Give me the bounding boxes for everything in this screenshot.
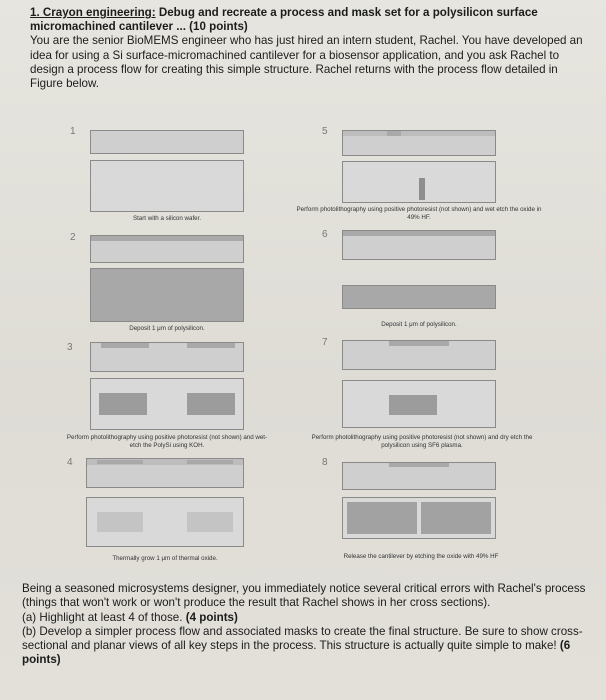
step-3-poly-left [101, 343, 149, 348]
step-3-poly-right [187, 343, 235, 348]
step-5-top-view [342, 161, 496, 203]
problem-points: (10 points) [189, 20, 248, 34]
step-5-section-view [342, 130, 496, 156]
step-5-anchor-opening [419, 178, 425, 200]
step-2-polysilicon-layer [91, 236, 243, 241]
problem-title [30, 6, 590, 34]
step-4-pad-right [187, 512, 233, 532]
step-2-caption: Deposit 1 μm of polysilicon. [129, 325, 205, 332]
step-4-caption: Thermally grow 1 μm of thermal oxide. [112, 555, 218, 562]
step-8-caption: Release the cantilever by etching the oxide with 49% HF [343, 553, 499, 560]
problem-intro [30, 6, 590, 91]
question-a-text: (a) Highlight at least 4 of those. [22, 610, 186, 624]
step-2-number: 2 [70, 232, 76, 243]
step-3-top-view [90, 378, 244, 430]
step-8-top-view [342, 497, 496, 539]
problem-title-rest: Debug and recreate a process and mask set for a polysilicon surface micromachined cantilever ... [30, 6, 538, 34]
step-3-pad-right [187, 393, 235, 415]
step-1-number: 1 [70, 126, 76, 137]
step-1-caption: Start with a silicon wafer. [132, 215, 202, 222]
step-8-section-view [342, 462, 496, 490]
step-4-poly-left [97, 460, 143, 464]
step-6-caption: Deposit 1 μm of polysilicon. [381, 321, 457, 328]
step-2-top-view [90, 268, 244, 322]
step-4-top-view [86, 497, 244, 547]
step-6-section-view [342, 230, 496, 260]
step-4-number: 4 [67, 457, 73, 468]
step-2-section-view [90, 235, 244, 263]
question-a [22, 611, 588, 625]
step-6-polysilicon-layer [343, 231, 495, 236]
question-a-points: (4 points) [185, 610, 238, 624]
question-b-text: (b) Develop a simpler process flow and associated masks to create the final structure. Be sure to show cross-sectional and planar views of all key steps in the process. This structure is actually quite simple to make! [22, 624, 583, 653]
step-6-number: 6 [322, 229, 328, 240]
question-b-points: (6 points) [22, 639, 571, 667]
step-7-caption: Perform photolithography using positive photoresist (not shown) and dry etch the polysilicon using SF6 plasma. [311, 434, 533, 449]
step-4-section-view [86, 458, 244, 488]
step-8-released-beam [389, 463, 449, 467]
step-1-top-view [90, 160, 244, 212]
step-4-pad-left [97, 512, 143, 532]
step-6-top-view [342, 285, 496, 309]
step-1-section-view [90, 130, 244, 154]
step-5-caption: Perform photolithography using positive photoresist (not shown) and wet etch the oxide in 49% HF. [296, 206, 542, 221]
question-b [22, 625, 588, 668]
step-8-region-left [347, 502, 417, 534]
step-3-number: 3 [67, 342, 73, 353]
step-3-caption: Perform photolithography using positive photoresist (not shown) and wet-etch the PolySi using KOH. [66, 434, 268, 449]
step-7-cantilever-pattern [389, 395, 437, 415]
problem-questions [22, 582, 588, 668]
step-7-top-view [342, 380, 496, 428]
step-4-poly-right [187, 460, 233, 464]
step-7-section-view [342, 340, 496, 370]
step-5-oxide-layer [343, 131, 495, 136]
step-3-section-view [90, 342, 244, 372]
step-7-number: 7 [322, 337, 328, 348]
problem-title-prefix: 1. Crayon engineering: [30, 6, 156, 19]
step-8-region-right [421, 502, 491, 534]
step-5-oxide-opening [387, 131, 401, 136]
problem-description: You are the senior BioMEMS engineer who has just hired an intern student, Rachel. You have developed an idea for using a Si surface-micromachined cantilever for a biosensor application, and you ask Rachel to design a process flow for creating this simple structure. Rachel returns with the process flow detailed in Figure below. [30, 34, 583, 91]
step-3-pad-left [99, 393, 147, 415]
step-8-number: 8 [322, 457, 328, 468]
questions-intro: Being a seasoned microsystems designer, you immediately notice several critical errors with Rachel's process (things that won't work or won't produce the result that Rachel shows in her cross sections). [22, 582, 586, 610]
step-7-cantilever-beam [389, 341, 449, 346]
step-5-number: 5 [322, 126, 328, 137]
